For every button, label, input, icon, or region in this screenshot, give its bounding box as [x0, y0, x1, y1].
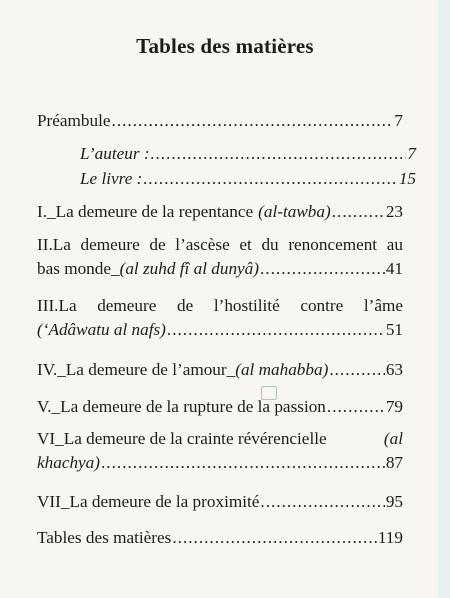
toc-entry-page: 23 — [385, 202, 403, 221]
toc-entry-arabic-term: khachya) — [37, 453, 100, 472]
toc-entry-label: Le livre : — [80, 169, 143, 188]
toc-entry-chapter-6[interactable] — [37, 429, 403, 473]
page-title: Tables des matières — [136, 34, 314, 58]
toc-entry-page: 7 — [394, 111, 403, 130]
toc-entry-page: 119 — [377, 528, 403, 547]
leader-dots — [260, 492, 384, 512]
leader-dots — [101, 453, 385, 473]
leader-dots — [329, 360, 385, 380]
leader-dots — [327, 397, 385, 417]
watermark-stamp-icon — [261, 386, 277, 400]
toc-entry-label: Préambule — [37, 111, 111, 130]
toc-entry-chapter-7[interactable] — [37, 492, 403, 512]
toc-entry-chapter-5[interactable] — [37, 397, 403, 417]
toc-entry-chapter-1[interactable] — [37, 202, 403, 222]
toc-entry-label-line1: III.La demeure de l’hostilité contre l’âme — [37, 296, 403, 315]
toc-entry-arabic-term: (al mahabba) — [235, 360, 329, 379]
toc-entry-label: L’auteur : — [80, 144, 150, 163]
leader-dots — [260, 259, 385, 279]
leader-dots — [112, 111, 394, 131]
toc-entry-page: 87 — [385, 453, 403, 472]
leader-dots — [332, 202, 385, 222]
toc-entry-label: Tables des matières — [37, 528, 172, 547]
toc-entry-page: 51 — [385, 320, 403, 339]
toc-entry-chapter-3[interactable] — [37, 296, 403, 340]
toc-entry-page: 41 — [385, 259, 403, 278]
toc-entry-arabic-term-start: (al — [383, 429, 403, 448]
toc-entry-arabic-term: (al-tawba) — [258, 202, 331, 221]
leader-dots — [151, 144, 407, 164]
toc-entry-page: 7 — [407, 144, 416, 163]
toc-entry-arabic-term: (‘Adâwatu al nafs) — [37, 320, 166, 339]
toc-entry-label: V._La demeure de la rupture de la passion — [37, 397, 326, 416]
page-edge-strip — [438, 0, 450, 598]
toc-entry-chapter-2[interactable] — [37, 235, 403, 279]
toc-entry-page: 63 — [385, 360, 403, 379]
toc-entry-label: I._La demeure de la repentance — [37, 202, 254, 221]
toc-entry-label: IV._La demeure de l’amour_ — [37, 360, 236, 379]
leader-dots — [172, 528, 377, 548]
toc-entry-auteur[interactable] — [80, 144, 416, 164]
toc-entry-preambule[interactable] — [37, 111, 403, 131]
toc-entry-label-line1: II.La demeure de l’ascèse et du renoncement au — [37, 235, 403, 254]
leader-dots — [167, 320, 385, 340]
toc-entry-livre[interactable] — [80, 169, 416, 189]
toc-entry-page: 79 — [385, 397, 403, 416]
toc-entry-arabic-term: (al zuhd fî al dunyâ) — [119, 259, 259, 278]
toc-entry-label-line1: VI_La demeure de la crainte révérencielle — [37, 429, 327, 448]
toc-entry-page: 15 — [398, 169, 416, 188]
toc-entry-chapter-4[interactable] — [37, 360, 403, 380]
toc-entry-page: 95 — [385, 492, 403, 511]
toc-entry-label: VII_La demeure de la proximité — [37, 492, 260, 511]
toc-entry-tables[interactable] — [37, 528, 403, 548]
leader-dots — [143, 169, 397, 189]
toc-entry-label: bas monde_ — [37, 259, 120, 278]
